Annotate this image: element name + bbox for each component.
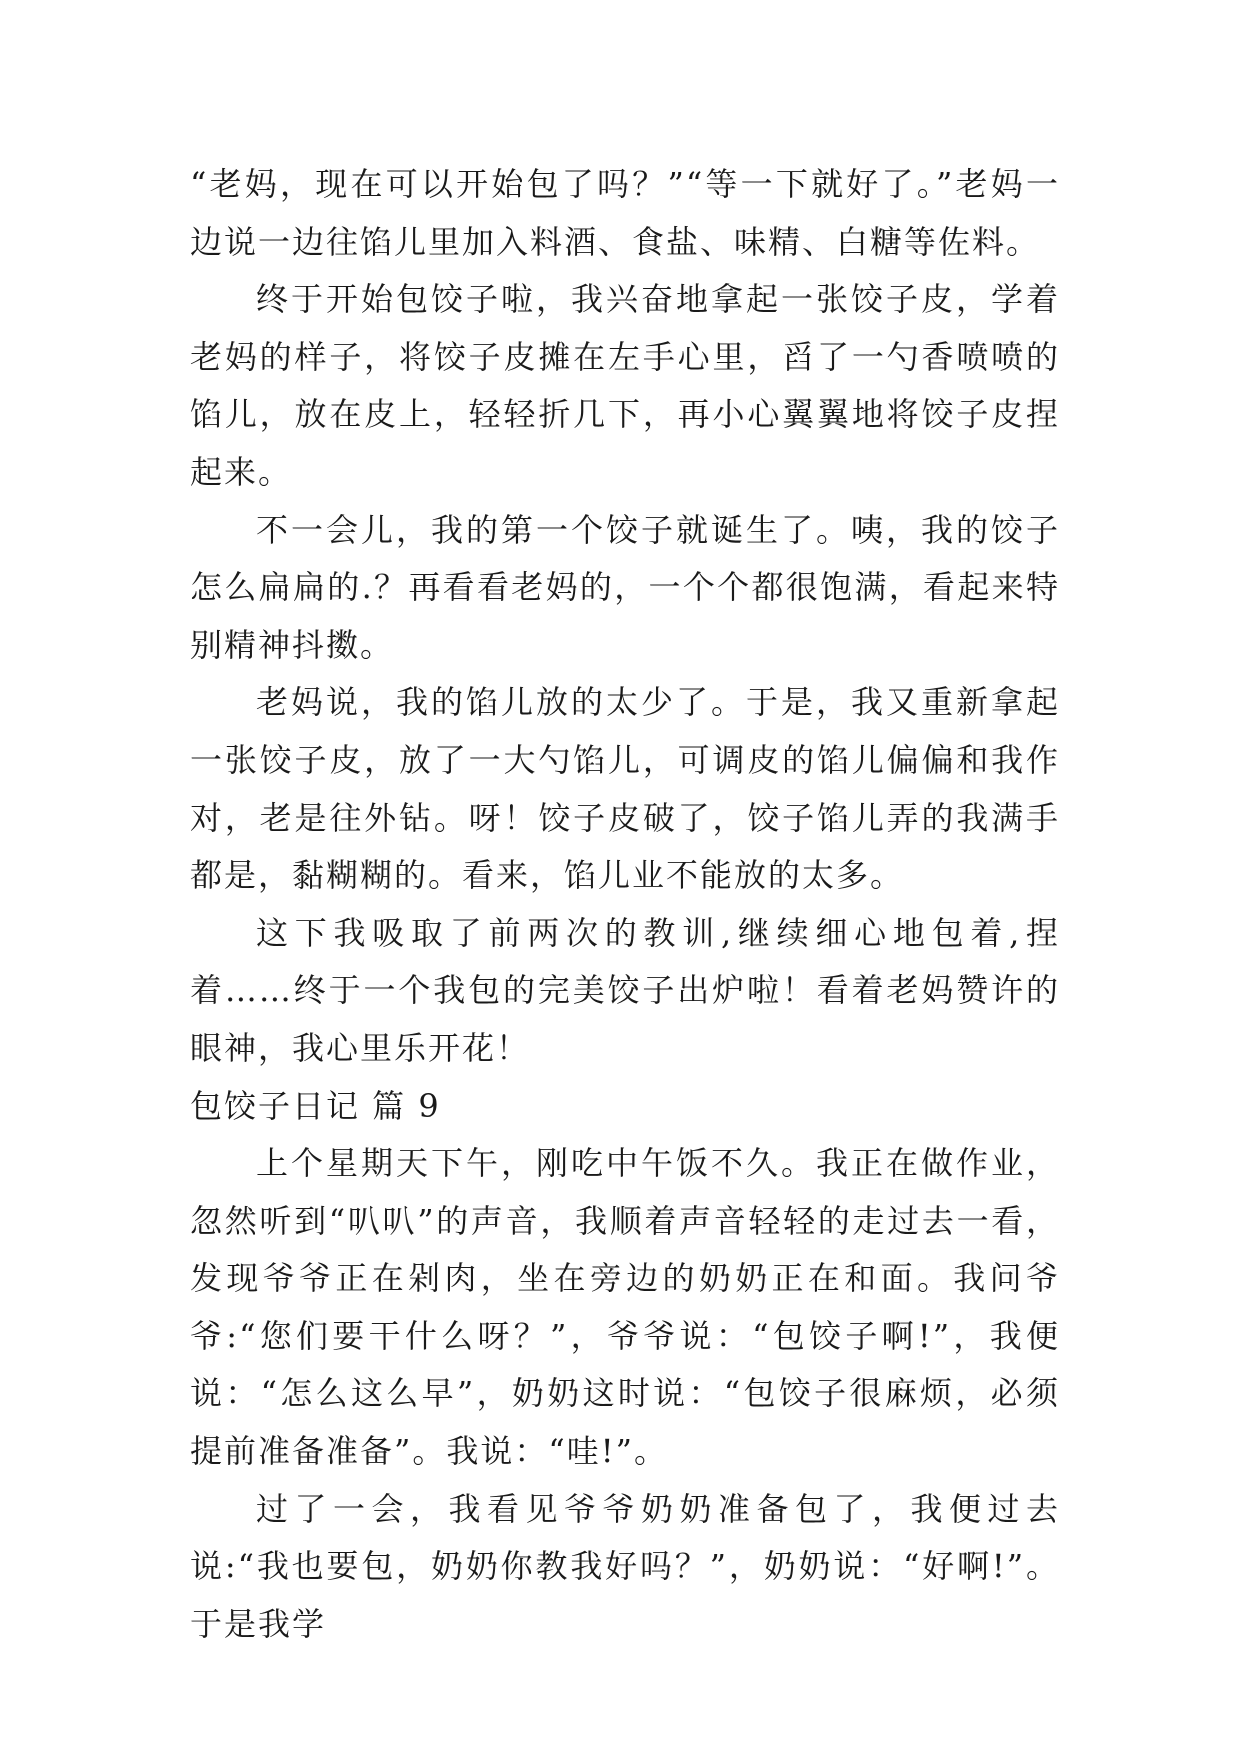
paragraph-1: “老妈，现在可以开始包了吗？”“等一下就好了。”老妈一边说一边往馅儿里加入料酒、食盐、味精、白糖等佐料。 xyxy=(190,165,1060,261)
paragraph-7: 过了一会，我看见爷爷奶奶准备包了，我便过去说:“我也要包，奶奶你教我好吗？”，奶奶说：“好啊!”。于是我学 xyxy=(190,1489,1060,1643)
document-body xyxy=(190,156,1060,1653)
paragraph-4: 老妈说，我的馅儿放的太少了。于是，我又重新拿起一张饺子皮，放了一大勺馅儿，可调皮的馅儿偏偏和我作对，老是往外钻。呀！饺子皮破了，饺子馅儿弄的我满手都是，黏糊糊的。看来，馅儿业不能放的太多。 xyxy=(190,683,1060,895)
paragraph-3: 不一会儿，我的第一个饺子就诞生了。咦，我的饺子怎么扁扁的.？再看看老妈的，一个个都很饱满，看起来特别精神抖擞。 xyxy=(190,510,1060,664)
section-title: 包饺子日记 篇 9 xyxy=(190,1086,441,1125)
paragraph-5: 这下我吸取了前两次的教训,继续细心地包着,捏着……终于一个我包的完美饺子出炉啦！看着老妈赞许的眼神，我心里乐开花！ xyxy=(190,913,1060,1067)
paragraph-2: 终于开始包饺子啦，我兴奋地拿起一张饺子皮，学着老妈的样子，将饺子皮摊在左手心里，舀了一勺香喷喷的馅儿，放在皮上，轻轻折几下，再小心翼翼地将饺子皮捏起来。 xyxy=(190,280,1060,491)
paragraph-6: 上个星期天下午，刚吃中午饭不久。我正在做作业，忽然听到“叭叭”的声音，我顺着声音轻轻的走过去一看，发现爷爷正在剁肉，坐在旁边的奶奶正在和面。我问爷爷:“您们要干什么呀？”，爷爷说：“包饺子啊!”，我便说：“怎么这么早”，奶奶这时说：“包饺子很麻烦，必须提前准备准备”。我说：“哇!”。 xyxy=(190,1144,1060,1471)
